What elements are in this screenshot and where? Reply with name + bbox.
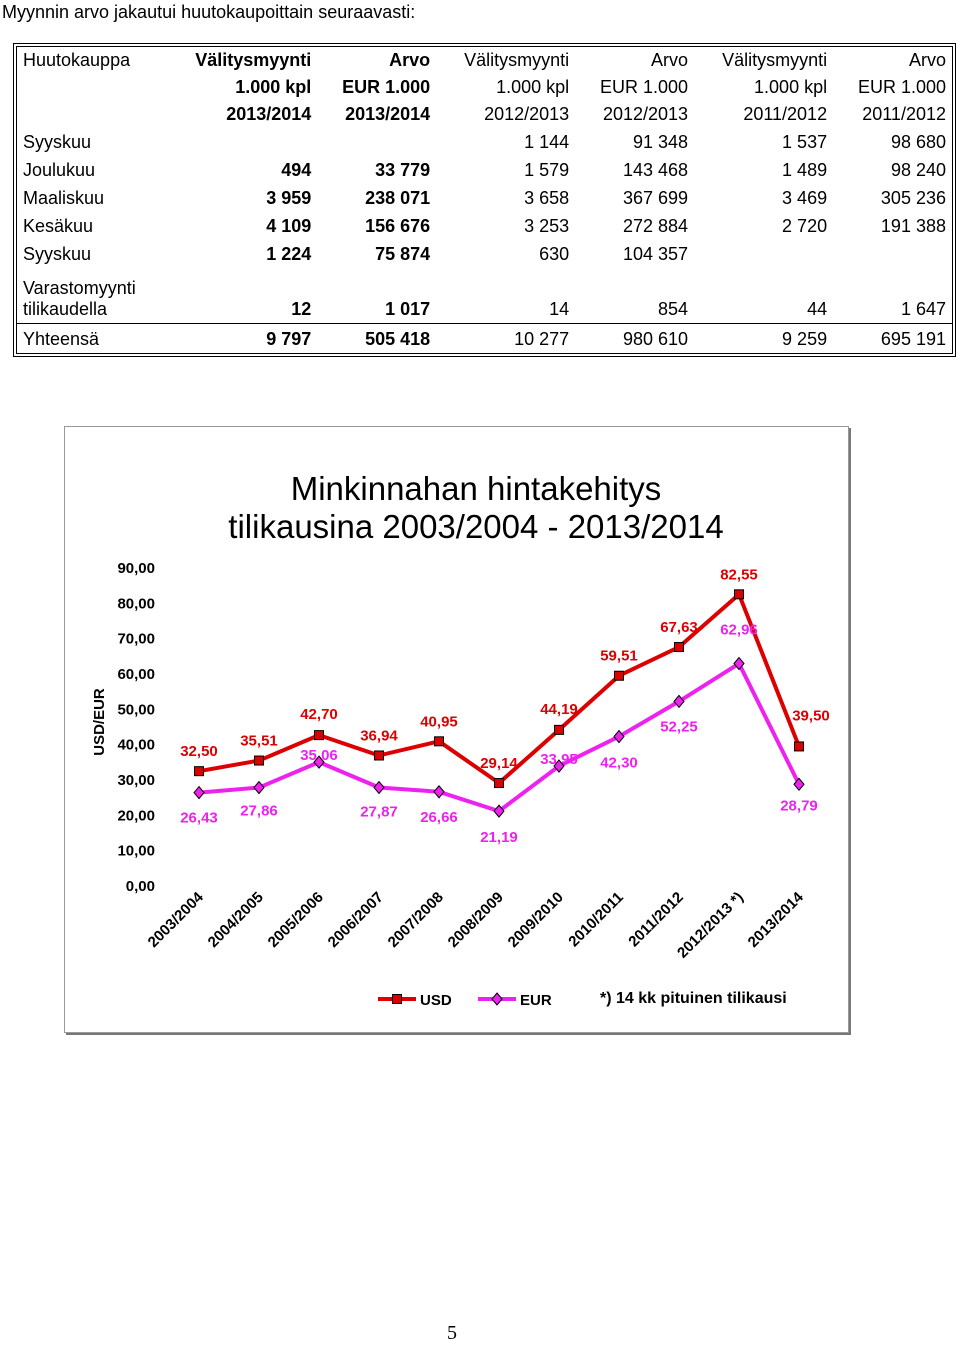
x-tick-label: 2004/2005 <box>204 888 267 951</box>
x-tick-label: 2010/2011 <box>565 888 627 951</box>
header-cell: Arvo <box>908 50 946 70</box>
y-tick-label: 50,00 <box>117 701 155 719</box>
x-tick-label: 2009/2010 <box>504 888 567 951</box>
y-tick-label: 60,00 <box>117 666 155 683</box>
y-tick-label: 40,00 <box>117 736 155 754</box>
data-label-eur: 35,06 <box>300 747 338 765</box>
total-cell: 695 191 <box>833 324 952 355</box>
header-cell: 2012/2013 <box>602 104 689 124</box>
data-point-usd <box>795 742 804 751</box>
data-label-usd: 59,51 <box>600 647 638 665</box>
value-cell: 494 <box>281 159 312 180</box>
value-cell: 3 658 <box>524 187 570 208</box>
varasto-label-line1: Varastomyynti <box>23 278 136 298</box>
legend-marker-eur <box>492 993 502 1005</box>
value-cell: 305 236 <box>880 187 946 208</box>
month-cell: Maaliskuu <box>23 187 105 208</box>
header-cell: 2011/2012 <box>743 104 828 124</box>
data-point-usd <box>315 731 324 740</box>
value-cell: 143 468 <box>622 159 689 180</box>
legend-marker-usd <box>393 995 402 1004</box>
data-label-usd: 36,94 <box>360 727 398 745</box>
data-point-usd <box>375 751 384 760</box>
value-cell: 3 253 <box>524 215 570 236</box>
value-cell: 367 699 <box>622 187 689 208</box>
value-cell: 1 647 <box>900 299 946 319</box>
total-label: Yhteensä <box>17 324 165 355</box>
header-cell: 2011/2012 <box>862 104 946 124</box>
data-point-usd <box>615 671 624 680</box>
header-cell: Huutokauppa <box>23 50 131 70</box>
data-label-usd: 35,51 <box>240 732 278 750</box>
data-point-usd <box>435 737 444 746</box>
value-cell: 3 959 <box>266 187 312 208</box>
data-point-usd <box>735 590 744 599</box>
series-line-eur <box>199 664 799 812</box>
value-cell: 3 469 <box>782 187 828 208</box>
header-cell: 1.000 kpl <box>235 77 312 97</box>
value-cell: 104 357 <box>622 243 689 264</box>
value-cell: 1 017 <box>385 299 431 319</box>
header-cell: 1.000 kpl <box>496 77 570 97</box>
legend-label-eur: EUR <box>520 992 552 1009</box>
y-tick-label: 10,00 <box>117 842 155 860</box>
value-cell: 91 348 <box>633 131 689 152</box>
chart-title-line1: Minkinnahan hintakehitys <box>290 470 662 507</box>
data-point-usd <box>495 779 504 788</box>
y-tick-label: 70,00 <box>117 630 155 648</box>
data-label-usd: 32,50 <box>180 743 218 761</box>
x-tick-label: 2006/2007 <box>324 888 387 951</box>
total-cell: 505 418 <box>317 324 436 355</box>
x-tick-label: 2003/2004 <box>144 888 207 951</box>
total-cell: 9 259 <box>694 324 833 355</box>
value-cell: 4 109 <box>266 215 312 236</box>
value-cell: 98 240 <box>890 159 946 180</box>
value-cell: 272 884 <box>622 215 689 236</box>
y-tick-label: 0,00 <box>125 878 155 895</box>
header-cell: EUR 1.000 <box>342 77 431 97</box>
y-tick-label: 30,00 <box>117 772 155 789</box>
data-label-usd: 67,63 <box>660 619 698 637</box>
header-cell: Arvo <box>651 50 689 70</box>
month-cell: Syyskuu <box>23 243 92 264</box>
header-cell: Välitysmyynti <box>195 50 312 70</box>
data-point-usd <box>195 767 204 776</box>
data-point-eur <box>434 786 444 798</box>
value-cell: 12 <box>291 299 312 319</box>
data-label-eur: 52,25 <box>660 718 698 736</box>
x-tick-label: 2005/2006 <box>264 888 327 951</box>
month-cell: Joulukuu <box>23 159 96 180</box>
total-cell: 10 277 <box>436 324 575 355</box>
value-cell: 98 680 <box>890 131 946 152</box>
data-label-usd: 40,95 <box>420 713 458 731</box>
value-cell: 2 720 <box>782 215 828 236</box>
x-tick-label: 2008/2009 <box>444 888 507 951</box>
y-tick-label: 80,00 <box>117 595 155 613</box>
value-cell: 1 579 <box>524 159 570 180</box>
intro-text: Myynnin arvo jakautui huutokaupoittain seuraavasti: <box>2 2 416 22</box>
total-cell: 9 797 <box>165 324 317 355</box>
header-cell: Arvo <box>389 50 431 70</box>
header-cell: 2013/2014 <box>226 104 312 124</box>
data-label-eur: 26,43 <box>180 809 218 827</box>
data-label-eur: 21,19 <box>480 829 518 847</box>
total-cell: 980 610 <box>575 324 694 355</box>
y-axis-label: USD/EUR <box>91 688 108 756</box>
data-label-usd: 29,14 <box>480 755 518 773</box>
data-label-usd: 42,70 <box>300 706 338 724</box>
data-label-usd: 82,55 <box>720 566 758 584</box>
data-label-eur: 27,87 <box>360 803 398 821</box>
data-point-eur <box>374 782 384 794</box>
varasto-label-line2: tilikaudella <box>23 299 108 319</box>
x-tick-label: 2007/2008 <box>384 888 447 951</box>
value-cell: 1 144 <box>524 131 570 152</box>
header-cell: EUR 1.000 <box>600 77 689 97</box>
data-label-usd: 39,50 <box>792 707 830 725</box>
y-tick-label: 20,00 <box>117 807 155 825</box>
legend-label-usd: USD <box>420 992 452 1009</box>
chart-footnote: *) 14 kk pituinen tilikausi <box>600 990 787 1007</box>
value-cell: 630 <box>539 243 570 264</box>
x-tick-label: 2011/2012 <box>625 888 687 951</box>
value-cell: 14 <box>549 299 570 319</box>
data-label-eur: 42,30 <box>600 754 638 772</box>
data-label-eur: 26,66 <box>420 808 458 826</box>
page-number: 5 <box>447 1322 457 1344</box>
header-cell: Välitysmyynti <box>722 50 828 70</box>
value-cell: 1 537 <box>782 131 828 152</box>
value-cell: 44 <box>807 299 828 319</box>
header-cell: 2013/2014 <box>345 104 431 124</box>
data-label-eur: 33,95 <box>540 751 578 769</box>
data-point-usd <box>255 756 264 765</box>
data-label-usd: 44,19 <box>540 700 578 718</box>
value-cell: 75 874 <box>375 243 431 264</box>
value-cell: 191 388 <box>880 215 946 236</box>
value-cell: 238 071 <box>365 187 431 208</box>
x-tick-label: 2012/2013 *) <box>674 888 747 962</box>
value-cell: 33 779 <box>375 159 431 180</box>
value-cell: 1 224 <box>266 243 312 264</box>
header-cell: 2012/2013 <box>484 104 570 124</box>
data-point-usd <box>675 643 684 652</box>
header-cell: EUR 1.000 <box>857 77 946 97</box>
data-label-eur: 27,86 <box>240 802 278 820</box>
data-point-eur <box>194 787 204 799</box>
data-label-eur: 28,79 <box>780 797 818 815</box>
header-cell: Välitysmyynti <box>464 50 570 70</box>
value-cell: 156 676 <box>365 215 431 236</box>
y-tick-label: 90,00 <box>117 560 155 577</box>
month-cell: Kesäkuu <box>23 215 94 236</box>
data-point-eur <box>254 782 264 794</box>
month-cell: Syyskuu <box>23 131 92 152</box>
x-tick-label: 2013/2014 <box>744 888 807 951</box>
data-label-eur: 62,96 <box>720 621 758 639</box>
value-cell: 854 <box>658 299 689 319</box>
header-cell: 1.000 kpl <box>754 77 828 97</box>
chart-title-line2: tilikausina 2003/2004 - 2013/2014 <box>228 508 724 545</box>
value-cell: 1 489 <box>782 159 828 180</box>
data-point-usd <box>555 725 564 734</box>
